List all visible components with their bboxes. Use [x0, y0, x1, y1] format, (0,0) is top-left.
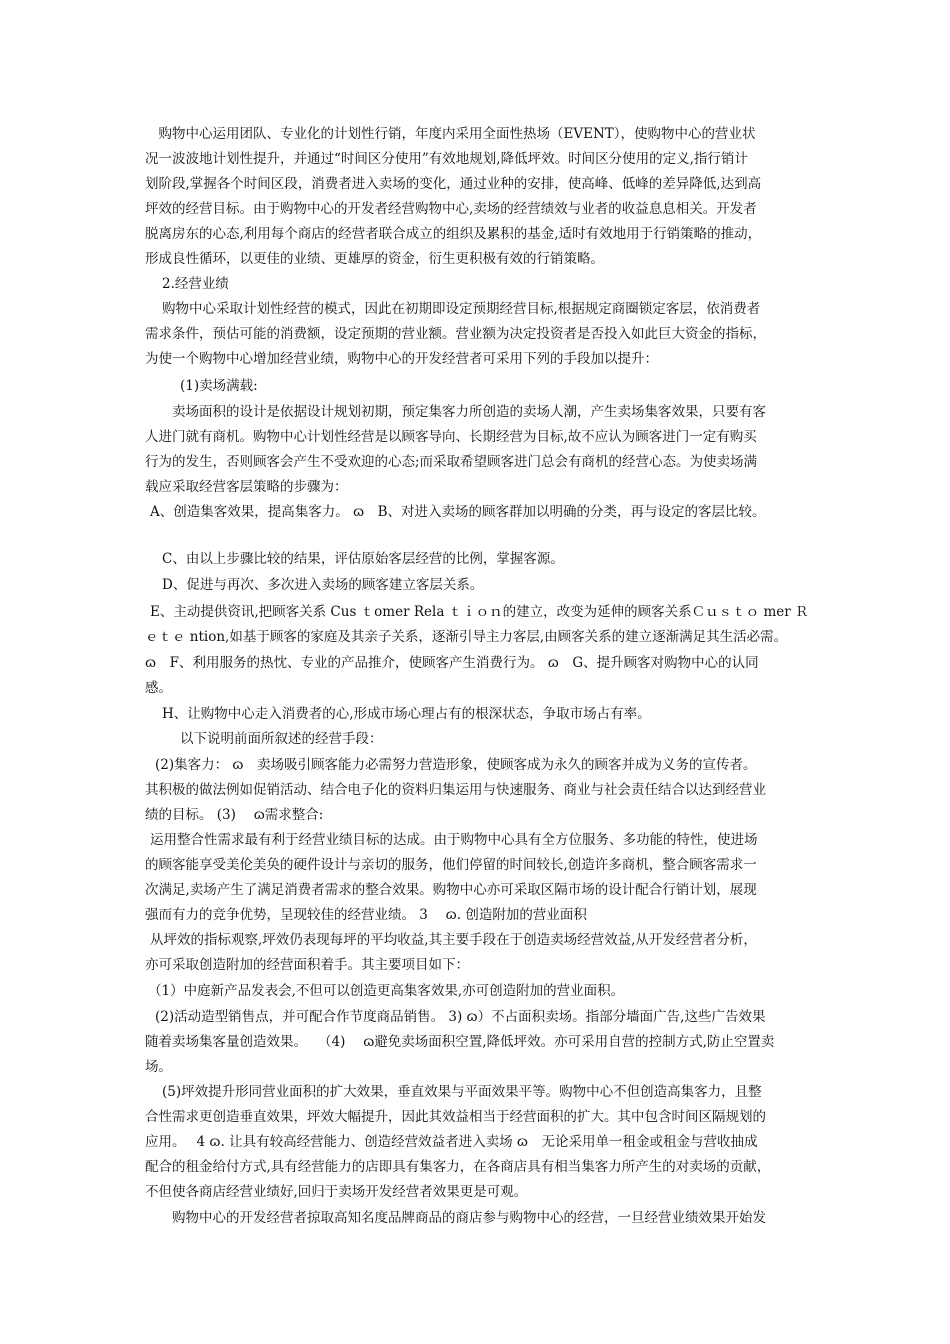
paragraph-line: 应用。 4 ɷ. 让具有较高经营能力、创造经营效益者进入卖场 ɷ 无论采用单一租金或租金与营收抽成	[145, 1134, 758, 1150]
paragraph-line: (2)集客力： ɷ 卖场吸引顾客能力必需努力营造形象，使顾客成为永久的顾客并成为义务的宣传者。	[155, 757, 757, 773]
paragraph-line: (2)活动造型销售点，并可配合作节度商品销售。 3) ɷ）不占面积卖场。指部分墙面广告,这些广告效果	[155, 1009, 766, 1025]
paragraph-line: 以下说明前面所叙述的经营手段：	[180, 731, 383, 747]
paragraph-line: 载应采取经营客层策略的步骤为：	[145, 479, 348, 495]
paragraph-line: 的顾客能享受美伦美奂的硬件设计与亲切的服务，他们停留的时间较长,创造许多商机，整合顾客需求一	[145, 857, 757, 873]
paragraph-line: 购物中心运用团队、专业化的计划性行销，年度内采用全面性热场（EVENT），使购物中心的营业状	[145, 126, 756, 142]
paragraph-line: 运用整合性需求最有利于经营业绩目标的达成。由于购物中心具有全方位服务、多功能的特性，使进场	[150, 832, 758, 848]
paragraph-line: ɷ F、利用服务的热忱、专业的产品推介，使顾客产生消费行为。 ɷ G、提升顾客对购物中心的认同	[145, 655, 759, 671]
paragraph-line: 购物中心采取计划性经营的模式，因此在初期即设定预期经营目标,根据规定商圈锁定客层，依消费者	[162, 301, 761, 317]
paragraph-line: D、促进与再次、多次进入卖场的顾客建立客层关系。	[162, 577, 484, 593]
paragraph-line: 购物中心的开发经营者掠取高知名度品牌商品的商店参与购物中心的经营，一旦经营业绩效果开始发	[172, 1210, 766, 1226]
paragraph-line: H、让购物中心走入消费者的心,形成市场心理占有的根深状态，争取市场占有率。	[162, 706, 651, 722]
paragraph-line: C、由以上步骤比较的结果，评估原始客层经营的比例，掌握客源。	[162, 551, 564, 567]
paragraph-line: 坪效的经营目标。由于购物中心的开发者经营购物中心,卖场的经营绩效与业者的收益息息相关。开发者	[145, 201, 757, 217]
paragraph-line: A、创造集客效果，提高集客力。 ɷ B、对进入卖场的顾客群加以明确的分类，再与设定的客层比较。	[150, 504, 766, 520]
paragraph-line: 随着卖场集客量创造效果。 （4) ɷ避免卖场面积空置,降低坪效。亦可采用自营的控制方式,防止空置卖	[145, 1034, 775, 1050]
paragraph-line: E、主动提供资讯,把顾客关系 Cus ｔomer Rela ｔｉｏｎ的建立，改变为延伸的顾客关系Ｃｕｓｔｏ mer Ｒ	[150, 604, 809, 620]
paragraph-line: 为使一个购物中心增加经营业绩，购物中心的开发经营者可采用下列的手段加以提升：	[145, 351, 658, 367]
paragraph-line: 强而有力的竞争优势，呈现较佳的经营业绩。 3 ɷ. 创造附加的营业面积	[145, 907, 587, 923]
paragraph-line: 脱离房东的心态,利用每个商店的经营者联合成立的组织及累积的基金,适时有效地用于行销策略的推动，	[145, 226, 762, 242]
paragraph-line: 况一波波地计划性提升，并通过“时间区分使用”有效地规划,降低坪效。时间区分使用的定义,指行销计	[145, 151, 748, 167]
paragraph-line: 人进门就有商机。购物中心计划性经营是以顾客导向、长期经营为目标,故不应认为顾客进门一定有购买	[145, 429, 757, 445]
paragraph-line: 配合的租金给付方式,具有经营能力的店即具有集客力，在各商店具有相当集客力所产生的对卖场的贡献，	[145, 1159, 771, 1175]
paragraph-line: 次满足,卖场产生了满足消费者需求的整合效果。购物中心亦可采取区隔市场的设计配合行销计划，展现	[145, 882, 757, 898]
paragraph-line: 感。	[145, 680, 172, 696]
paragraph-line: 从坪效的指标观察,坪效仍表现每坪的平均收益,其主要手段在于创造卖场经营效益,从开发经营者分析，	[150, 932, 757, 948]
paragraph-line: 卖场面积的设计是依据设计规划初期，预定集客力所创造的卖场人潮，产生卖场集客效果，只要有客	[172, 404, 766, 420]
paragraph-line: 需求条件，预估可能的消费额，设定预期的营业额。营业额为决定投资者是否投入如此巨大资金的指标，	[145, 326, 766, 342]
paragraph-line: 亦可采取创造附加的经营面积着手。其主要项目如下：	[145, 957, 469, 973]
paragraph-line: ｅｔｅ ntion,如基于顾客的家庭及其亲子关系，逐渐引导主力客层,由顾客关系的建立逐渐满足其生活必需。	[145, 629, 788, 645]
paragraph-line: 绩的目标。 (3) ɷ需求整合:	[145, 807, 324, 823]
section-heading: 2.经营业绩	[162, 276, 229, 292]
paragraph-line: 不但使各商店经营业绩好,回归于卖场开发经营者效果更是可观。	[145, 1184, 528, 1200]
paragraph-line: 划阶段,掌握各个时间区段，消费者进入卖场的变化，通过业种的安排，使高峰、低峰的差异降低,达到高	[145, 176, 762, 192]
paragraph-line: 行为的发生，否则顾客会产生不受欢迎的心态;而采取希望顾客进门总会有商机的经营心态。为使卖场满	[145, 454, 758, 470]
paragraph-line: 其积极的做法例如促销活动、结合电子化的资料归集运用与快速服务、商业与社会责任结合以达到经营业	[145, 782, 766, 798]
paragraph-line: 形成良性循环，以更佳的业绩、更雄厚的资金，衍生更积极有效的行销策略。	[145, 251, 604, 267]
paragraph-line: 场。	[145, 1059, 172, 1075]
paragraph-line: (5)坪效提升形同营业面积的扩大效果，垂直效果与平面效果平等。购物中心不但创造高集客力，且整	[162, 1084, 762, 1100]
paragraph-line: 合性需求更创造垂直效果，坪效大幅提升，因此其效益相当于经营面积的扩大。其中包含时间区隔规划的	[145, 1109, 766, 1125]
subsection-heading: (1)卖场满载:	[180, 378, 258, 394]
paragraph-line: （1）中庭新产品发表会,不但可以创造更高集客效果,亦可创造附加的营业面积。	[148, 983, 625, 999]
